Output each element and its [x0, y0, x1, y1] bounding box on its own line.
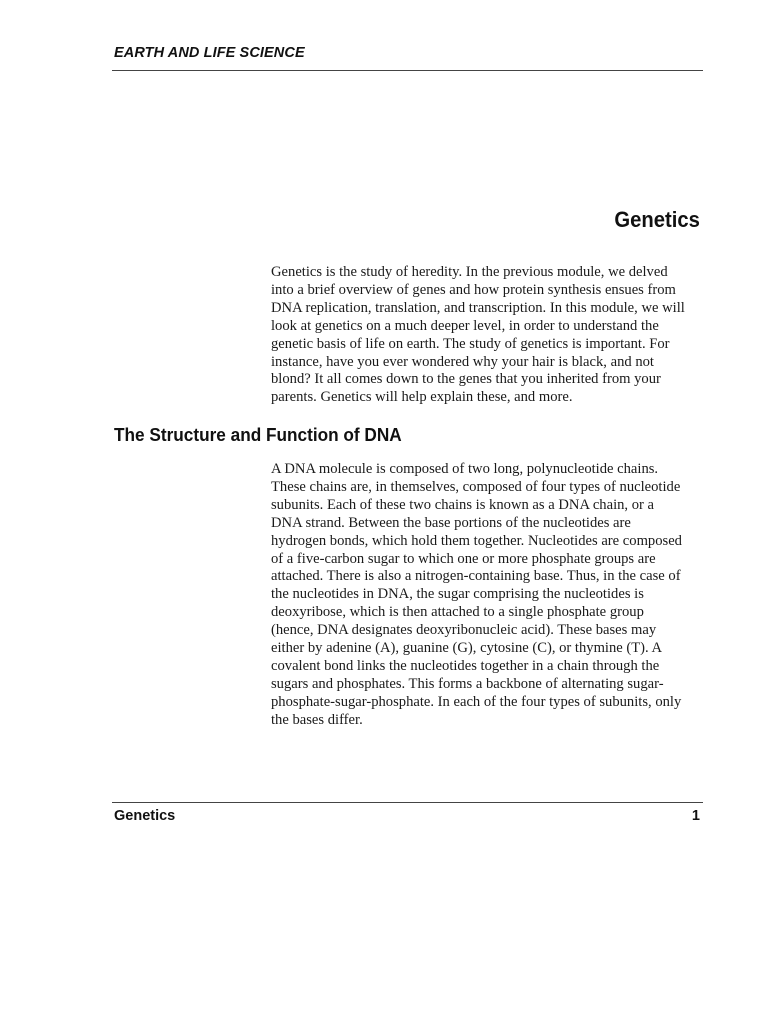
text-line: attached. There is also a nitrogen-containing base. Thus, in the case of: [271, 568, 681, 585]
text-line: parents. Genetics will help explain these, and more.: [271, 389, 573, 406]
text-line: subunits. Each of these two chains is known as a DNA chain, or a: [271, 496, 655, 513]
intro-paragraph: [271, 264, 711, 407]
text-line: hydrogen bonds, which hold them together. Nucleotides are composed: [271, 532, 682, 549]
page-number: 1: [691, 808, 700, 824]
text-line: covalent bond links the nucleotides together in a chain through the: [271, 657, 660, 674]
text-line: phosphate-sugar-phosphate. In each of the four types of subunits, only: [271, 693, 682, 710]
footer-title: Genetics: [114, 808, 176, 824]
text-line: the nucleotides in DNA, the sugar comprising the nucleotides is: [271, 586, 644, 603]
text-line: sugars and phosphates. This forms a backbone of alternating sugar-: [271, 675, 664, 692]
section-heading: The Structure and Function of DNA: [114, 424, 402, 445]
text-line: of a five-carbon sugar to which one or more phosphate groups are: [271, 550, 656, 567]
text-line: into a brief overview of genes and how protein synthesis ensues from: [271, 281, 676, 298]
text-line: deoxyribose, which is then attached to a single phosphate group: [271, 604, 644, 621]
text-line: either by adenine (A), guanine (G), cytosine (C), or thymine (T). A: [271, 640, 663, 657]
footer-divider: [112, 802, 703, 803]
text-line: (hence, DNA designates deoxyribonucleic acid). These bases may: [271, 622, 657, 639]
text-line: Genetics is the study of heredity. In the previous module, we delved: [271, 264, 668, 280]
text-line: instance, have you ever wondered why your hair is black, and not: [271, 353, 654, 370]
header-divider: [112, 70, 703, 71]
text-line: DNA replication, translation, and transcription. In this module, we will: [271, 299, 685, 316]
text-line: DNA strand. Between the base portions of the nucleotides are: [271, 514, 631, 531]
text-line: look at genetics on a much deeper level, in order to understand the: [271, 317, 659, 334]
running-header: EARTH AND LIFE SCIENCE: [114, 45, 305, 61]
chapter-title: Genetics: [614, 207, 700, 232]
text-line: These chains are, in themselves, composed of four types of nucleotide: [271, 478, 681, 495]
text-line: genetic basis of life on earth. The study of genetics is important. For: [271, 335, 670, 352]
text-line: A DNA molecule is composed of two long, polynucleotide chains.: [271, 461, 659, 477]
dna-structure-paragraph: [271, 461, 711, 730]
text-line: the bases differ.: [271, 711, 363, 728]
text-line: blond? It all comes down to the genes that you inherited from your: [271, 371, 661, 388]
